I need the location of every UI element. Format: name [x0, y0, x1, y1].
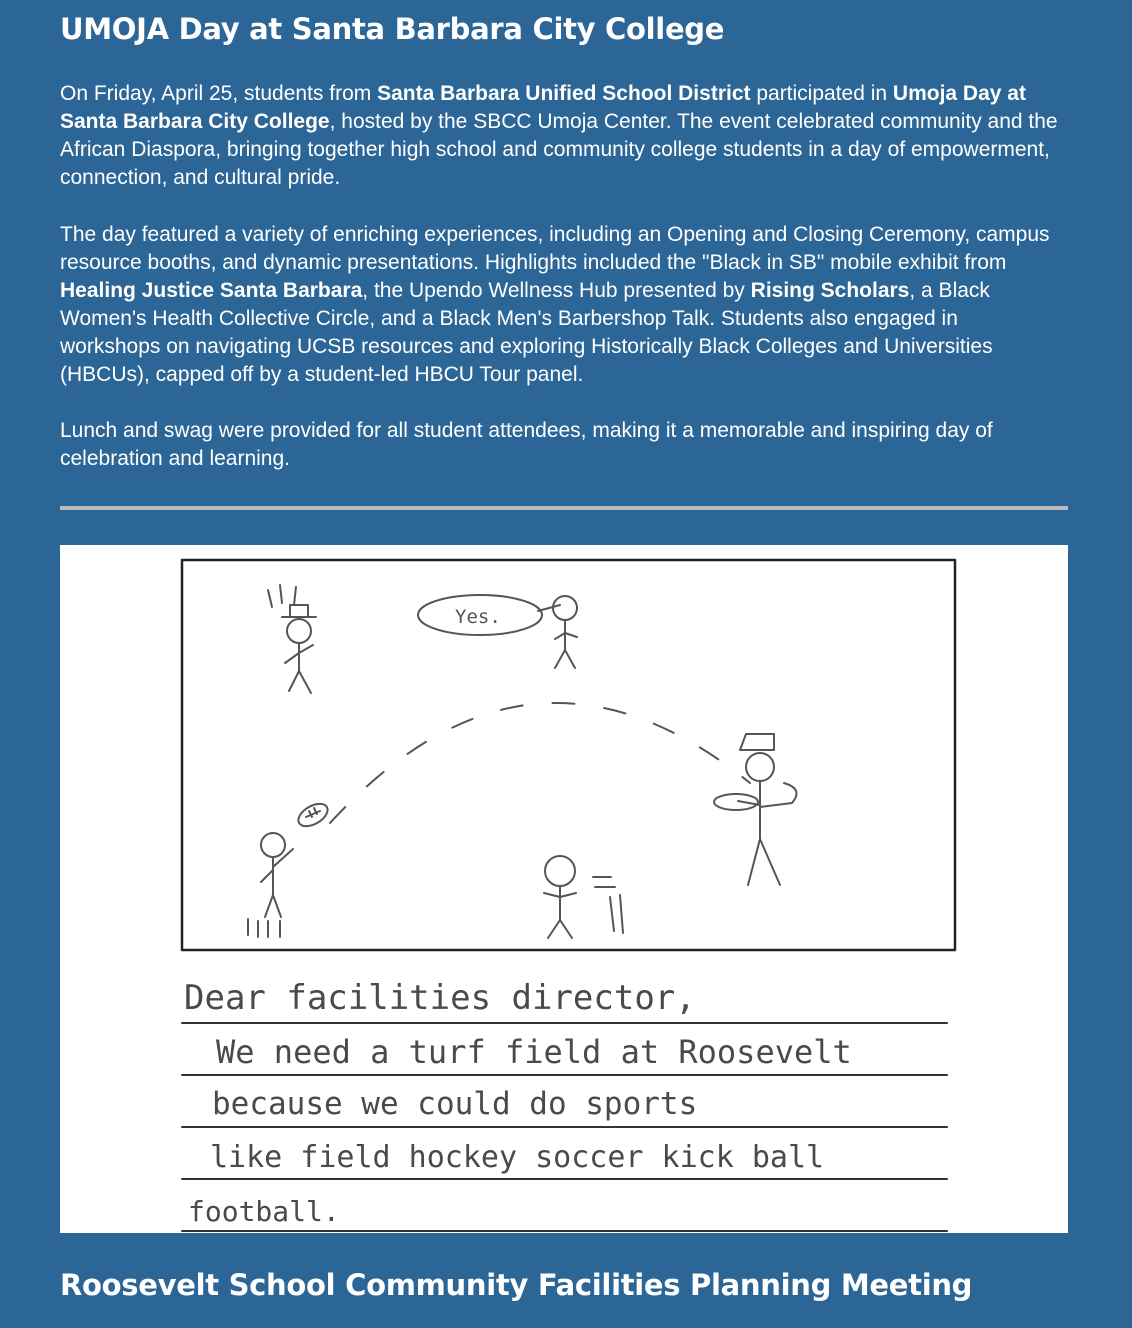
letter-line: like field hockey soccer kick ball [210, 1140, 825, 1175]
bold-text: Rising Scholars [750, 279, 910, 302]
bold-text: Umoja Day at Santa Barbara City College [60, 82, 1026, 133]
ball-trajectory [330, 703, 750, 823]
letter-line: football. [188, 1195, 340, 1228]
football-in-air [295, 799, 332, 831]
next-section-title: Roosevelt School Community Facilities Planning Meeting [60, 1268, 973, 1302]
stick-figure-middle [544, 856, 623, 938]
stick-figure-hat [268, 585, 316, 693]
article-paragraph-2: The day featured a variety of enriching experiences, including an Opening and Closing Ceremony, campus resource booths, and dynamic presentations. Highlights included the "Black in SB" mobile exhibit from Healing Justice Santa Barbara, the Upendo Wellness Hub presented by Rising Scholars, a Black Women's Health Collective Circle, and a Black Men's Barbershop Talk. Students also engaged in workshops on navigating UCSB resources and exploring Historically Black Colleges and Universities (HBCUs), capped off by a student-led HBCU Tour panel. [60, 223, 1050, 386]
article-paragraph-1: On Friday, April 25, students from Santa Barbara Unified School District participated in Umoja Day at Santa Barbara City College, hosted by the SBCC Umoja Center. The event celebrated community and the African Diaspora, bringing together high school and community college students in a day of empowerment, connection, and cultural pride. [60, 82, 1058, 189]
letter-line: because we could do sports [212, 1086, 698, 1122]
stick-figure-catcher [714, 734, 797, 885]
article-title: UMOJA Day at Santa Barbara City College [60, 12, 725, 46]
bold-text: Healing Justice Santa Barbara [60, 279, 363, 302]
bold-text: Santa Barbara Unified School District [377, 82, 751, 105]
svg-text:Yes.: Yes. [455, 606, 501, 628]
student-drawing-image [60, 545, 1068, 1233]
section-divider [60, 506, 1068, 510]
letter-line: We need a turf field at Roosevelt [216, 1033, 852, 1071]
article-paragraph-3: Lunch and swag were provided for all student attendees, making it a memorable and inspiring day of celebration and learning. [60, 419, 993, 470]
handwritten-letter [184, 978, 852, 1228]
stick-figure-thrower [248, 833, 293, 937]
letter-line: Dear facilities director, [184, 978, 696, 1018]
speech-bubble [418, 595, 560, 635]
student-drawing-svg [60, 545, 1068, 1233]
